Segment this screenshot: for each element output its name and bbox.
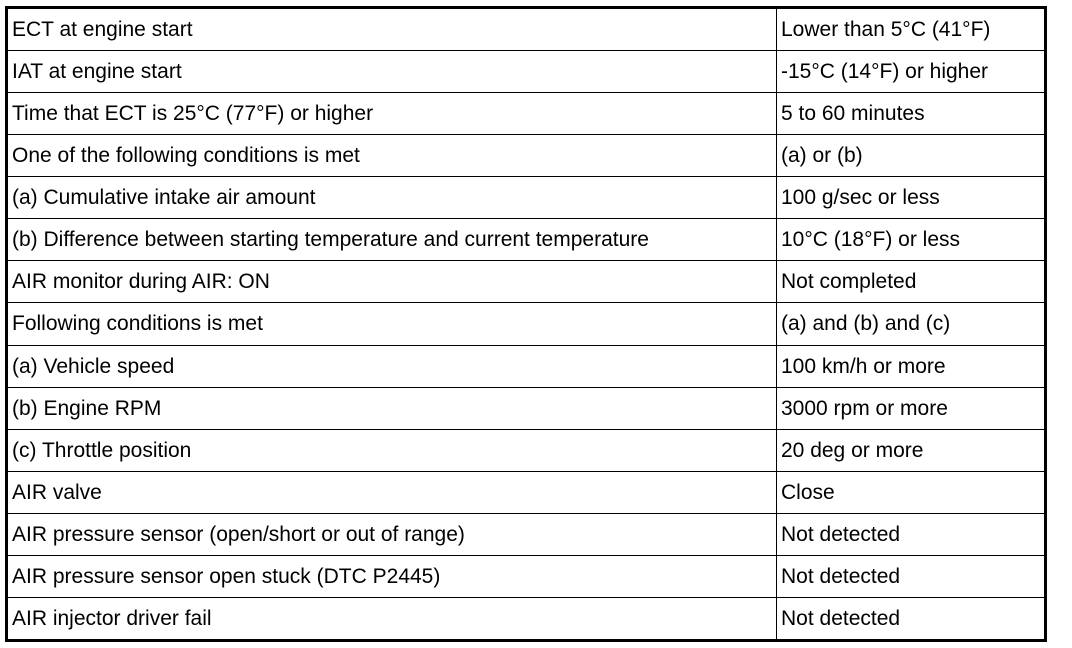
table-row: [8, 92, 1044, 134]
table-row: [8, 598, 1044, 639]
table-row: [8, 177, 1044, 219]
condition-cell: Time that ECT is 25°C (77°F) or higher: [8, 92, 777, 134]
table-row: [8, 9, 1044, 50]
value-cell: 100 km/h or more: [777, 345, 1045, 387]
value-cell: Not detected: [777, 514, 1045, 556]
value-cell: Not detected: [777, 598, 1045, 639]
value-cell: -15°C (14°F) or higher: [777, 50, 1045, 92]
condition-cell: AIR monitor during AIR: ON: [8, 261, 777, 303]
table-row: [8, 303, 1044, 345]
condition-cell: AIR pressure sensor open stuck (DTC P2445): [8, 556, 777, 598]
conditions-table-grid: [8, 9, 1044, 639]
value-cell: 10°C (18°F) or less: [777, 219, 1045, 261]
table-row: [8, 261, 1044, 303]
condition-cell: (a) Cumulative intake air amount: [8, 177, 777, 219]
condition-cell: One of the following conditions is met: [8, 134, 777, 176]
value-cell: Close: [777, 471, 1045, 513]
value-cell: Not completed: [777, 261, 1045, 303]
value-cell: 100 g/sec or less: [777, 177, 1045, 219]
value-cell: Lower than 5°C (41°F): [777, 9, 1045, 50]
table-row: [8, 514, 1044, 556]
conditions-table: [5, 6, 1047, 642]
condition-cell: AIR pressure sensor (open/short or out of range): [8, 514, 777, 556]
table-row: [8, 471, 1044, 513]
table-row: [8, 219, 1044, 261]
conditions-table-body: [8, 9, 1044, 639]
condition-cell: Following conditions is met: [8, 303, 777, 345]
condition-cell: (a) Vehicle speed: [8, 345, 777, 387]
table-row: [8, 345, 1044, 387]
value-cell: (a) and (b) and (c): [777, 303, 1045, 345]
table-row: [8, 50, 1044, 92]
table-row: [8, 556, 1044, 598]
condition-cell: (b) Difference between starting temperature and current temperature: [8, 219, 777, 261]
value-cell: 5 to 60 minutes: [777, 92, 1045, 134]
value-cell: (a) or (b): [777, 134, 1045, 176]
value-cell: 3000 rpm or more: [777, 387, 1045, 429]
value-cell: 20 deg or more: [777, 429, 1045, 471]
condition-cell: (b) Engine RPM: [8, 387, 777, 429]
condition-cell: IAT at engine start: [8, 50, 777, 92]
condition-cell: AIR injector driver fail: [8, 598, 777, 639]
table-row: [8, 134, 1044, 176]
condition-cell: (c) Throttle position: [8, 429, 777, 471]
condition-cell: ECT at engine start: [8, 9, 777, 50]
condition-cell: AIR valve: [8, 471, 777, 513]
table-row: [8, 429, 1044, 471]
table-row: [8, 387, 1044, 429]
value-cell: Not detected: [777, 556, 1045, 598]
